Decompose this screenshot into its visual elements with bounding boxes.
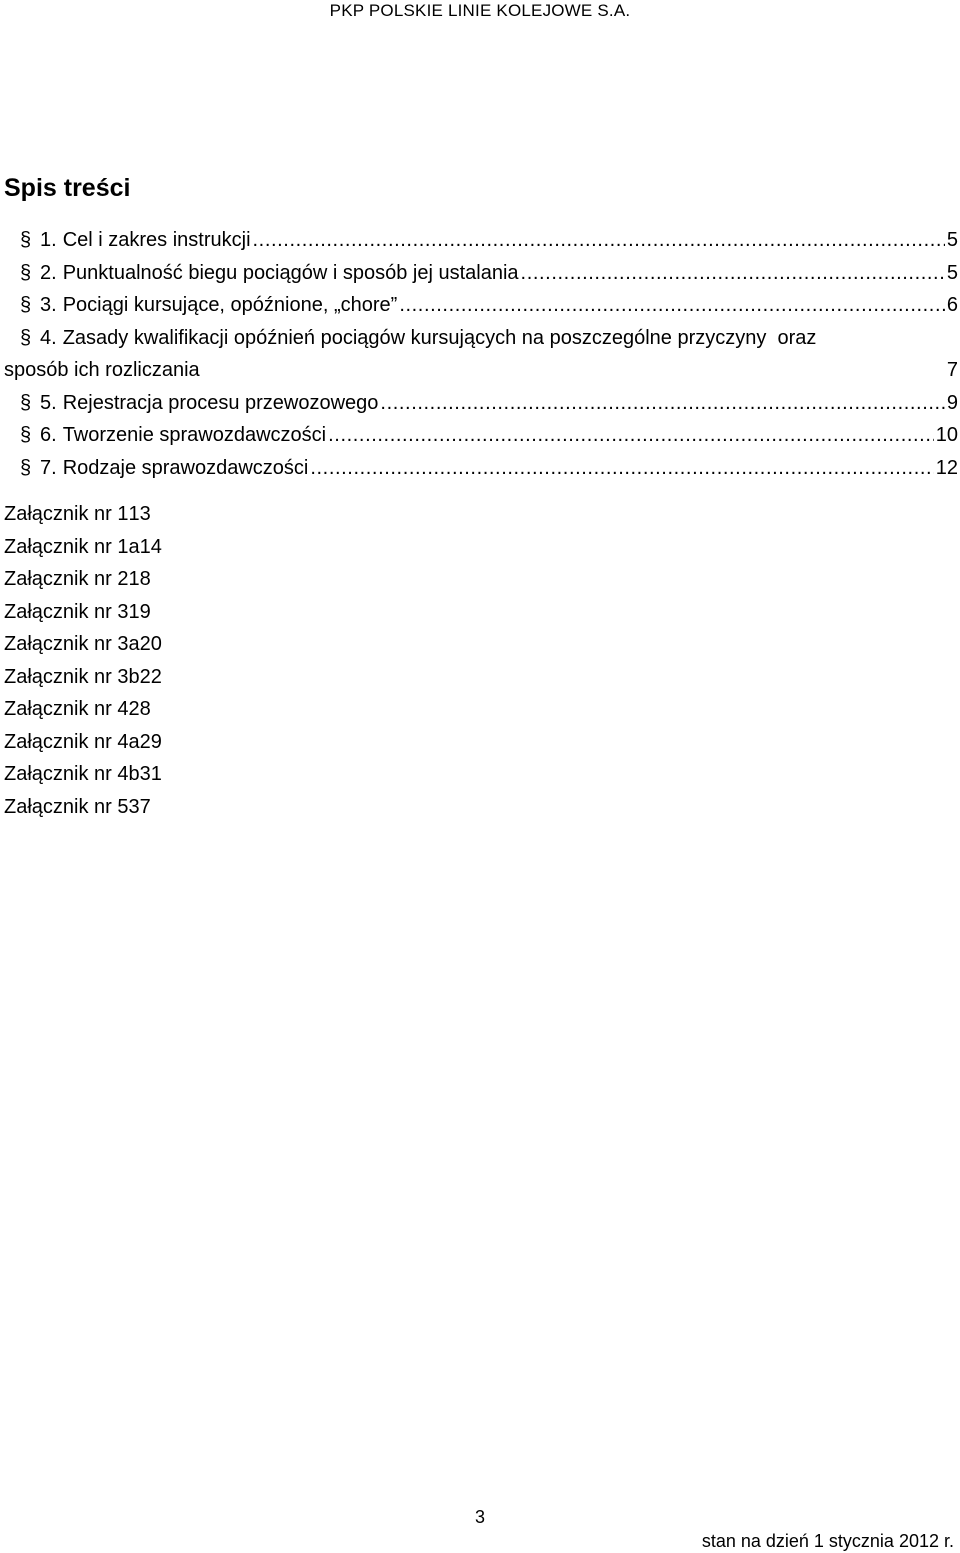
toc-entry-text: Załącznik nr 4 <box>4 698 129 720</box>
dot-leader <box>253 224 945 257</box>
toc-entry-page: 31 <box>139 763 162 785</box>
section-symbol: § <box>20 326 32 349</box>
section-symbol: § <box>20 229 32 251</box>
toc-entry-text: Załącznik nr 2 <box>4 568 129 590</box>
toc-entry-text-continued: sposób ich rozliczania <box>4 359 200 381</box>
dot-leader <box>328 419 934 452</box>
dot-leader <box>310 452 933 485</box>
toc-entry-section-6[interactable] <box>4 419 958 452</box>
toc-entry-annex-4[interactable] <box>4 693 958 726</box>
toc-entry-annex-3[interactable] <box>4 596 958 629</box>
toc-spacer <box>4 484 958 498</box>
toc-entry-page: 5 <box>946 229 958 251</box>
toc-entry-text: Załącznik nr 1 <box>4 503 129 525</box>
toc-entry-text: Załącznik nr 4a <box>4 730 140 753</box>
toc-entry-page: 7 <box>946 359 958 381</box>
toc-entry-page: 9 <box>946 391 958 414</box>
toc-entry-page: 37 <box>128 795 151 818</box>
toc-entry-text: Pociągi kursujące, opóźnione, „chore” <box>62 294 398 316</box>
toc-entry-annex-1[interactable] <box>4 498 958 531</box>
toc-entry-text: Załącznik nr 1a <box>4 535 140 558</box>
toc-entry-page: 20 <box>139 633 162 655</box>
toc-entry-number: 4. <box>40 326 57 349</box>
page-number: 3 <box>474 1507 485 1527</box>
toc-entry-page: 19 <box>128 600 151 623</box>
dot-leader <box>380 387 944 420</box>
footer-date: stan na dzień 1 stycznia 2012 r. <box>701 1531 954 1551</box>
toc-entry-number: 6. <box>40 424 57 446</box>
toc-entry-page: 18 <box>128 568 151 590</box>
toc-entry-page: 13 <box>128 503 151 525</box>
section-symbol: § <box>20 456 32 479</box>
toc-entry-number: 7. <box>40 456 57 479</box>
toc-entry-text: Zasady kwalifikacji opóźnień pociągów kursujących na poszczególne przyczyny oraz <box>62 326 817 349</box>
section-symbol: § <box>20 261 32 284</box>
toc-entry-annex-3b[interactable] <box>4 661 958 694</box>
toc-entry-annex-3a[interactable] <box>4 628 958 661</box>
section-symbol: § <box>20 391 32 414</box>
toc-entry-page: 14 <box>139 535 162 558</box>
toc-entry-page: 29 <box>139 730 162 753</box>
toc-title: Spis treści <box>4 174 131 202</box>
toc-entry-page: 12 <box>935 456 958 479</box>
toc-entry-page: 28 <box>128 698 151 720</box>
toc-entry-text: Załącznik nr 3a <box>4 633 140 655</box>
toc-entry-page: 22 <box>139 665 162 688</box>
dot-leader <box>521 257 945 290</box>
toc-entry-number: 5. <box>40 391 57 414</box>
toc-entry-page: 10 <box>935 424 958 446</box>
toc-entry-section-2[interactable] <box>4 257 958 290</box>
toc-entry-number: 3. <box>40 294 57 316</box>
toc-entry-text: Punktualność biegu pociągów i sposób jej ustalania <box>62 261 519 284</box>
toc-entry-text: Załącznik nr 4b <box>4 763 140 785</box>
toc-entry-text: Rodzaje sprawozdawczości <box>62 456 309 479</box>
toc-entry-number: 1. <box>40 229 57 251</box>
toc-entry-text: Tworzenie sprawozdawczości <box>62 424 327 446</box>
toc-entry-section-1[interactable] <box>4 224 958 257</box>
toc-entry-text: Cel i zakres instrukcji <box>62 229 251 251</box>
toc-entry-line-1 <box>4 322 958 355</box>
dot-leader <box>399 289 945 322</box>
table-of-contents <box>4 224 958 823</box>
toc-entry-annex-4b[interactable] <box>4 758 958 791</box>
toc-entry-number: 2. <box>40 261 57 284</box>
toc-entry-text: Rejestracja procesu przewozowego <box>62 391 379 414</box>
toc-entry-section-3[interactable] <box>4 289 958 322</box>
toc-entry-annex-4a[interactable] <box>4 726 958 759</box>
section-symbol: § <box>20 424 32 446</box>
toc-entry-page: 5 <box>946 261 958 284</box>
toc-entry-text: Załącznik nr 5 <box>4 795 129 818</box>
section-symbol: § <box>20 294 32 316</box>
toc-entry-annex-5[interactable] <box>4 791 958 824</box>
toc-entry-text: Załącznik nr 3b <box>4 665 140 688</box>
toc-entry-text: Załącznik nr 3 <box>4 600 129 623</box>
toc-entry-line-2 <box>4 354 958 387</box>
toc-entry-page: 6 <box>946 294 958 316</box>
toc-entry-annex-2[interactable] <box>4 563 958 596</box>
page-header: PKP POLSKIE LINIE KOLEJOWE S.A. <box>329 1 631 20</box>
toc-entry-section-5[interactable] <box>4 387 958 420</box>
toc-entry-annex-1a[interactable] <box>4 531 958 564</box>
toc-entry-section-4[interactable] <box>4 322 958 387</box>
toc-entry-section-7[interactable] <box>4 452 958 485</box>
